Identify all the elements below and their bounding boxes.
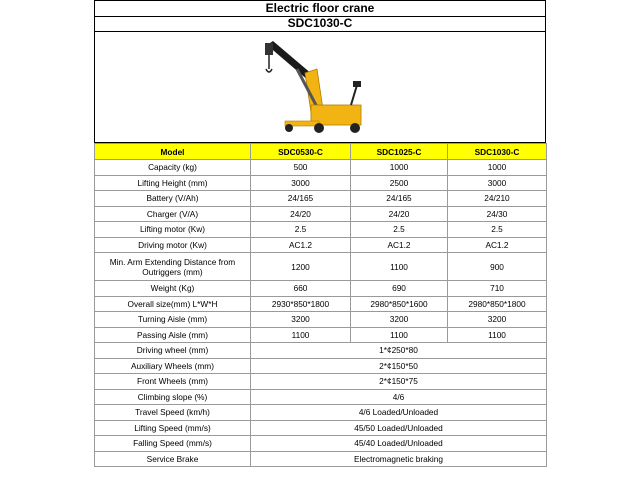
- cell-value: 3200: [251, 312, 351, 328]
- cell-value: Electromagnetic braking: [251, 451, 547, 467]
- row-label: Travel Speed (km/h): [95, 405, 251, 421]
- crane-hook: [266, 69, 272, 72]
- row-label: Lifting Height (mm): [95, 175, 251, 191]
- table-row: [95, 296, 547, 312]
- cell-value: 1200: [251, 253, 351, 281]
- header-cell: SDC0530-C: [251, 144, 351, 160]
- cell-value: 900: [448, 253, 547, 281]
- cell-value: 1000: [448, 160, 547, 176]
- row-label: Driving motor (Kw): [95, 237, 251, 253]
- product-image-box: [94, 31, 546, 143]
- cell-value: 24/20: [351, 206, 448, 222]
- row-label: Auxiliary Wheels (mm): [95, 358, 251, 374]
- cell-value: 45/50 Loaded/Unloaded: [251, 420, 547, 436]
- table-row-merged: [95, 405, 547, 421]
- table-row: [95, 191, 547, 207]
- cell-value: 1*¢250*80: [251, 343, 547, 359]
- drive-wheel: [350, 123, 360, 133]
- cell-value: 2980*850*1800: [448, 296, 547, 312]
- header-cell: SDC1025-C: [351, 144, 448, 160]
- cell-value: AC1.2: [351, 237, 448, 253]
- header-row: [95, 144, 547, 160]
- cell-value: 710: [448, 281, 547, 297]
- table-row: [95, 312, 547, 328]
- cell-value: 690: [351, 281, 448, 297]
- cell-value: 1000: [351, 160, 448, 176]
- cell-value: 24/30: [448, 206, 547, 222]
- cell-value: 2930*850*1800: [251, 296, 351, 312]
- row-label: Turning Aisle (mm): [95, 312, 251, 328]
- cell-value: 2.5: [448, 222, 547, 238]
- table-row: [95, 222, 547, 238]
- cell-value: 2*¢150*75: [251, 374, 547, 390]
- cell-value: 4/6 Loaded/Unloaded: [251, 405, 547, 421]
- cell-value: 2980*850*1600: [351, 296, 448, 312]
- cell-value: 2*¢150*50: [251, 358, 547, 374]
- cell-value: 1100: [448, 327, 547, 343]
- table-row: [95, 160, 547, 176]
- cell-value: 500: [251, 160, 351, 176]
- cell-value: 1100: [251, 327, 351, 343]
- cell-value: 24/20: [251, 206, 351, 222]
- cell-value: 4/6: [251, 389, 547, 405]
- row-label: Front Wheels (mm): [95, 374, 251, 390]
- header-cell: Model: [95, 144, 251, 160]
- row-label: Falling Speed (mm/s): [95, 436, 251, 452]
- cell-value: 2.5: [251, 222, 351, 238]
- row-label: Lifting Speed (mm/s): [95, 420, 251, 436]
- crane-image: [255, 35, 395, 139]
- cell-value: 24/210: [448, 191, 547, 207]
- table-row: [95, 253, 547, 281]
- row-label: Weight (Kg): [95, 281, 251, 297]
- cell-value: 24/165: [351, 191, 448, 207]
- model-title: SDC1030-C: [94, 16, 546, 32]
- cell-value: AC1.2: [251, 237, 351, 253]
- spec-table: [94, 143, 547, 467]
- spec-sheet: [94, 0, 546, 467]
- row-label: Climbing slope (%): [95, 389, 251, 405]
- cell-value: 2.5: [351, 222, 448, 238]
- row-label: Driving wheel (mm): [95, 343, 251, 359]
- cell-value: 2500: [351, 175, 448, 191]
- table-row: [95, 237, 547, 253]
- cell-value: 3000: [448, 175, 547, 191]
- row-label: Battery (V/Ah): [95, 191, 251, 207]
- header-cell: SDC1030-C: [448, 144, 547, 160]
- cell-value: AC1.2: [448, 237, 547, 253]
- cell-value: 3200: [351, 312, 448, 328]
- row-label: Overall size(mm) L*W*H: [95, 296, 251, 312]
- table-row-merged: [95, 451, 547, 467]
- cell-value: 3000: [251, 175, 351, 191]
- table-row-merged: [95, 389, 547, 405]
- middle-wheel: [314, 123, 324, 133]
- table-row-merged: [95, 436, 547, 452]
- front-wheel: [285, 124, 293, 132]
- table-row: [95, 206, 547, 222]
- table-row-merged: [95, 374, 547, 390]
- row-label: Charger (V/A): [95, 206, 251, 222]
- cell-value: 1100: [351, 327, 448, 343]
- row-label: Service Brake: [95, 451, 251, 467]
- crane-handle-grip: [353, 81, 361, 87]
- table-row-merged: [95, 358, 547, 374]
- crane-handle: [351, 85, 357, 105]
- row-label: Passing Aisle (mm): [95, 327, 251, 343]
- row-label: Capacity (kg): [95, 160, 251, 176]
- cell-value: 45/40 Loaded/Unloaded: [251, 436, 547, 452]
- table-row: [95, 281, 547, 297]
- row-label: Min. Arm Extending Distance from Outriggers (mm): [95, 253, 251, 281]
- table-row-merged: [95, 343, 547, 359]
- table-row: [95, 175, 547, 191]
- table-row: [95, 327, 547, 343]
- cell-value: 1100: [351, 253, 448, 281]
- crane-hook-head: [265, 43, 273, 55]
- cell-value: 660: [251, 281, 351, 297]
- table-row-merged: [95, 420, 547, 436]
- cell-value: 3200: [448, 312, 547, 328]
- sheet-title: Electric floor crane: [94, 0, 546, 17]
- cell-value: 24/165: [251, 191, 351, 207]
- row-label: Lifting motor (Kw): [95, 222, 251, 238]
